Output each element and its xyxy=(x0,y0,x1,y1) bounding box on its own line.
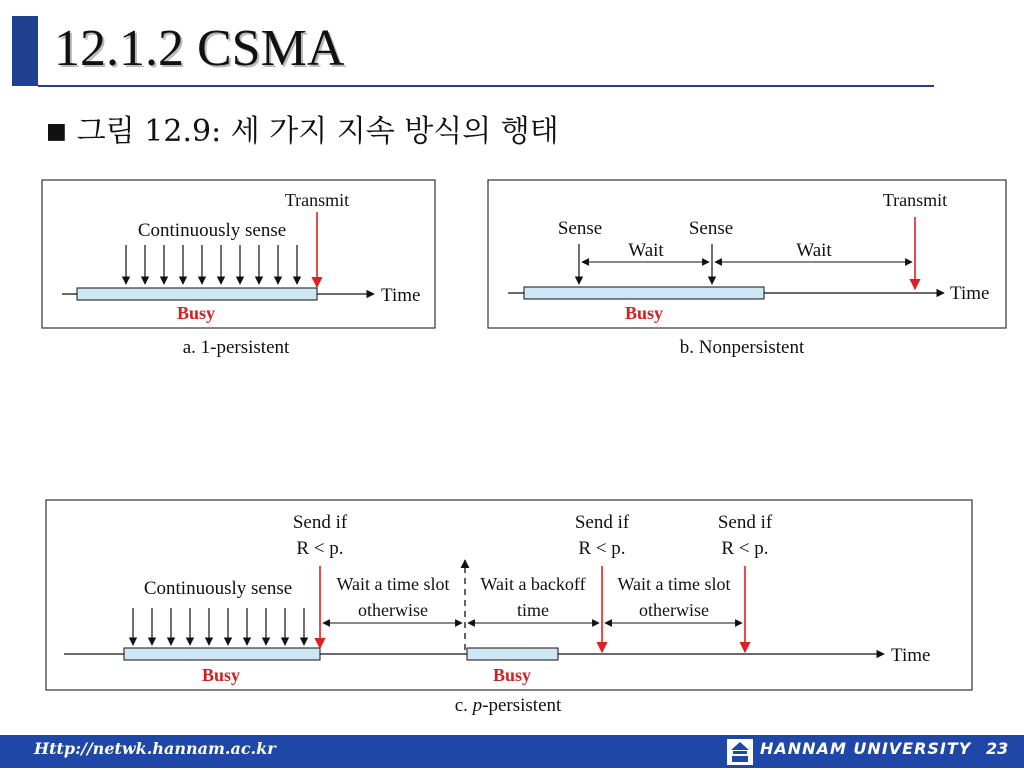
diagram-b-sense1-label: Sense xyxy=(557,218,603,239)
diagram-b-busy-label: Busy xyxy=(624,303,664,323)
diagram-b-busy-bar xyxy=(524,287,764,299)
diagram-b-transmit-label: Transmit xyxy=(882,190,948,210)
diagram-c-busy1-bar xyxy=(124,648,320,660)
diagram-b-time-label: Time xyxy=(950,283,990,304)
footer-bar xyxy=(0,735,1024,768)
diagram-a-caption: a. 1-persistent xyxy=(182,337,290,358)
university-logo-icon xyxy=(727,739,753,765)
diagram-a-busy-bar xyxy=(77,288,317,300)
caption-suffix: -persistent xyxy=(482,695,562,716)
diagram-c-p-persistent xyxy=(46,500,972,716)
caption-italic: p xyxy=(472,695,483,716)
diagram-c-busy1-label: Busy xyxy=(201,665,241,685)
diagram-c-sense-label: Continuously sense xyxy=(143,578,293,599)
footer-university-name: HANNAM UNIVERSITY xyxy=(760,739,972,758)
diagram-c-sense-arrows xyxy=(133,608,304,645)
diagram-c-time-label: Time xyxy=(891,645,931,666)
diagram-c-busy2-bar xyxy=(467,648,558,660)
diagram-c-send1-line1: Send if xyxy=(292,512,348,533)
diagram-c-busy2-label: Busy xyxy=(492,665,532,685)
diagram-b-wait1-label: Wait xyxy=(628,240,664,261)
bullet-square-icon: ■ xyxy=(46,119,67,144)
diagram-c-wait2-line1: Wait a backoff xyxy=(480,574,586,594)
diagram-c-wait2-line2: time xyxy=(517,600,549,620)
diagram-b-wait2-label: Wait xyxy=(796,240,832,261)
diagram-c-send3-line2: R < p. xyxy=(721,538,769,559)
diagram-c-send2-line2: R < p. xyxy=(578,538,626,559)
page-number: 23 xyxy=(986,739,1009,758)
diagram-c-wait1-line2: otherwise xyxy=(358,600,428,620)
bullet-text: 그림 12.9: 세 가지 지속 방식의 행태 xyxy=(76,114,559,149)
diagram-c-send1-line2: R < p. xyxy=(296,538,344,559)
diagram-c-wait1-line1: Wait a time slot xyxy=(336,574,450,594)
diagram-c-wait3-line2: otherwise xyxy=(639,600,709,620)
diagram-c-send3-line1: Send if xyxy=(717,512,773,533)
diagram-c-caption xyxy=(455,695,562,716)
diagram-a-time-label: Time xyxy=(381,285,421,306)
diagram-b-sense2-label: Sense xyxy=(688,218,734,239)
diagram-a-sense-label: Continuously sense xyxy=(137,220,287,241)
diagram-a-1-persistent xyxy=(42,180,435,358)
diagram-c-send2-line1: Send if xyxy=(574,512,630,533)
caption-prefix: c. xyxy=(454,695,473,716)
diagram-a-busy-label: Busy xyxy=(176,303,216,323)
diagram-a-transmit-label: Transmit xyxy=(284,190,350,210)
diagram-a-sense-arrows xyxy=(126,245,297,284)
diagram-c-wait3-line1: Wait a time slot xyxy=(617,574,731,594)
diagram-a-frame xyxy=(42,180,435,328)
diagram-b-caption: b. Nonpersistent xyxy=(679,337,805,358)
diagram-b-nonpersistent xyxy=(488,180,1006,358)
footer-url-link[interactable]: Http://netwk.hannam.ac.kr xyxy=(34,739,276,758)
slide-title: 12.1.2 CSMA xyxy=(54,20,345,77)
